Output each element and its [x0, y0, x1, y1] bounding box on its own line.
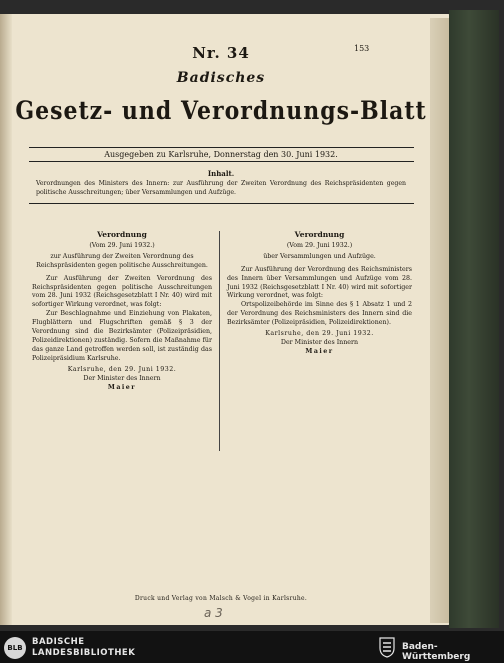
right-date: (Vom 29. Juni 1932.)	[286, 241, 353, 249]
right-signer-name: Maier	[305, 347, 334, 355]
left-date: (Vom 29. Juni 1932.)	[89, 241, 155, 249]
contents-text: Verordnungen des Ministers des Innern: zur Ausführung der Zweiten Verordnung des Reichspräsidenten gegen politische Ausschreitungen; über Versammlungen und Aufzüge.	[36, 180, 406, 196]
right-paragraph-2: Ortspolizeibehörde im Sinne des § 1 Absatz 1 und 2 der Verordnung des Reichsministers des Innern sind die Bezirksämter (Polizeipräsidien, Polizeidirektionen).	[227, 301, 412, 327]
contents-heading: Inhalt.	[207, 169, 235, 178]
bw-crest-icon	[378, 636, 396, 658]
printer-imprint: Druck und Verlag von Malsch & Vogel in Karlsruhe.	[134, 595, 308, 602]
right-paragraph-1: Zur Ausführung der Verordnung des Reichsministers des Innern über Versammlungen und Aufzüge vom 28. Juni 1932 (Reichsgesetzblatt I Nr. 40) wird mit sofortiger Wirkung verordnet, was folgt:	[227, 265, 412, 300]
main-title: Gesetz- und Verordnungs-Blatt	[15, 96, 427, 126]
left-signer-name: Maier	[107, 383, 137, 391]
page-number: 153	[354, 44, 370, 53]
page-edges	[430, 18, 450, 623]
left-paragraph-2: Zur Beschlagnahme und Einziehung von Plakaten, Flugblättern und Flugschriften gemäß § 3 der Verordnung sind die Bezirksämter (Polizeipräsidien, Polizeidirektionen) zuständig. Sofern die Maßnahme für das ganze Land getroffen werden soll, ist zuständig das Polizeipräsidium Karlsruhe.	[32, 310, 212, 362]
right-column	[227, 231, 412, 357]
right-subject: über Versammlungen und Aufzüge.	[263, 252, 376, 260]
title-rule	[29, 147, 414, 148]
issue-number: Nr. 34	[192, 44, 250, 62]
pen-annotation: a 3	[204, 606, 223, 620]
partner-name[interactable]: Baden-Württemberg	[402, 642, 471, 662]
right-place-date: Karlsruhe, den 29. Juni 1932.	[265, 330, 374, 338]
left-heading: Verordnung	[97, 230, 147, 239]
issued-line: Ausgegeben zu Karlsruhe, Donnerstag den 30. Juni 1932.	[104, 150, 338, 159]
document-page	[14, 18, 428, 622]
issued-rule	[29, 161, 414, 162]
left-signer-title: Der Minister des Innern	[83, 374, 161, 382]
library-name-line2: LANDESBIBLIOTHEK	[32, 648, 136, 658]
state-name: Badisches	[176, 70, 266, 86]
contents-rule	[29, 203, 414, 204]
book-spine-shadow	[0, 14, 12, 625]
left-subject: zur Ausführung der Zweiten Verordnung des Reichspräsidenten gegen politische Ausschreitungen.	[36, 252, 208, 269]
blb-logo[interactable]: BLB	[4, 637, 26, 659]
right-signer-title: Der Minister des Innern	[280, 338, 359, 346]
left-paragraph-1: Zur Ausführung der Zweiten Verordnung des Reichspräsidenten gegen politische Ausschreitungen vom 28. Juni 1932 (Reichsgesetzblatt I Nr. 40) wird mit sofortiger Wirkung verordnet, was folgt:	[32, 274, 212, 309]
library-name-line1: BADISCHE	[32, 637, 85, 647]
left-column	[32, 231, 212, 392]
right-heading: Verordnung	[294, 230, 345, 239]
left-place-date: Karlsruhe, den 29. Juni 1932.	[67, 365, 177, 373]
column-divider	[219, 231, 220, 451]
book-cover-edge	[449, 10, 499, 628]
